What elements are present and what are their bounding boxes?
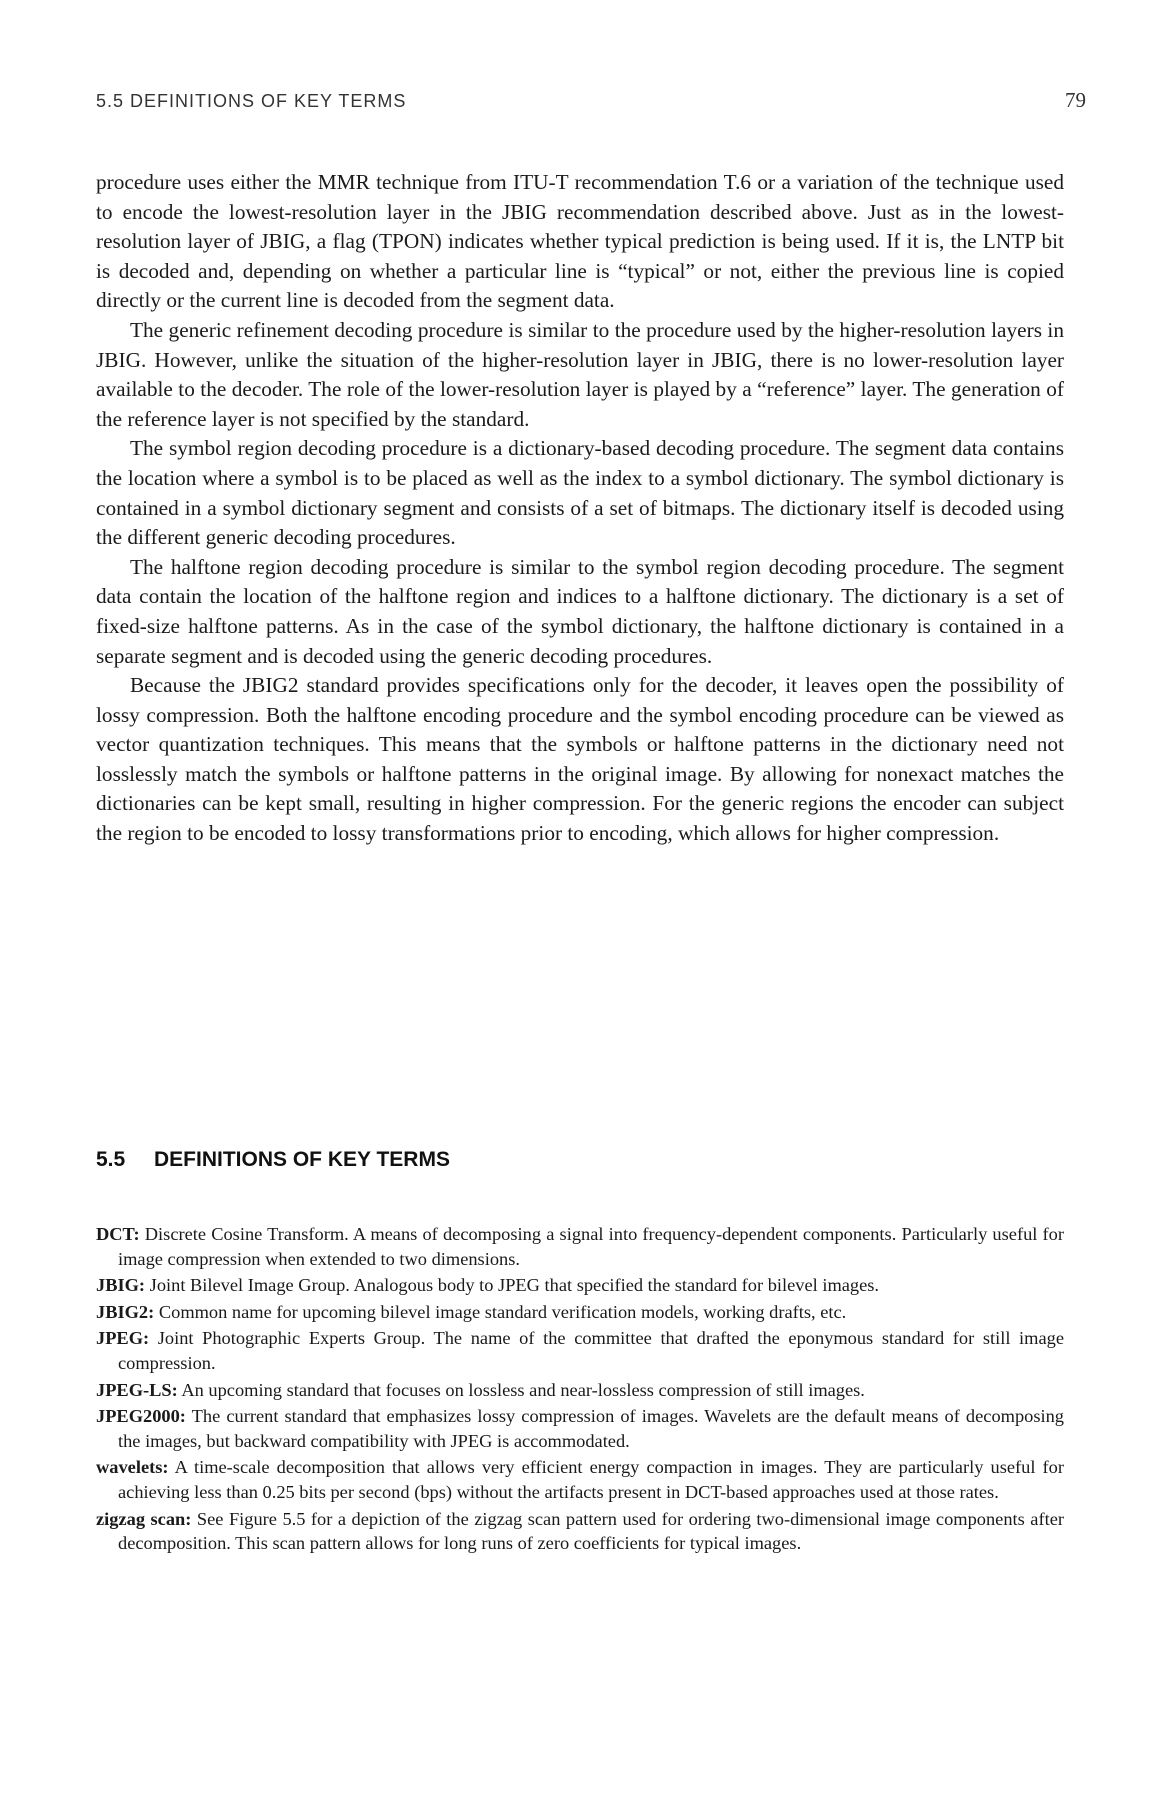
running-header xyxy=(96,88,1086,113)
glossary-definition: Common name for upcoming bilevel image standard verification models, working drafts, etc. xyxy=(158,1301,847,1322)
glossary-definition: An upcoming standard that focuses on lossless and near-lossless compression of still images. xyxy=(181,1379,865,1400)
glossary-term: zigzag scan: xyxy=(96,1508,192,1529)
glossary-definition: The current standard that emphasizes lossy compression of images. Wavelets are the default means of decomposing the images, but backward compatibility with JPEG is accommodated. xyxy=(118,1406,1064,1451)
glossary-entry xyxy=(96,1222,1064,1271)
glossary-entry xyxy=(96,1378,1064,1403)
glossary-entry xyxy=(96,1507,1064,1556)
glossary-entry xyxy=(96,1455,1064,1504)
glossary-entry xyxy=(96,1273,1064,1298)
paragraph-symbol-region: The symbol region decoding procedure is a dictionary-based decoding procedure. The segment data contains the location where a symbol is to be placed as well as the index to a symbol dictionary. The symbol dictionary is contained in a symbol dictionary segment and consists of a set of bitmaps. The dictionary itself is decoded using the different generic decoding procedures. xyxy=(96,436,1064,550)
glossary-entry xyxy=(96,1300,1064,1325)
section-number: 5.5 xyxy=(96,1148,126,1171)
paragraph-procedure: procedure uses either the MMR technique from ITU-T recommendation T.6 or a variation of the technique used to encode the lowest-resolution layer in the JBIG recommendation described above. Just as in the lowest-resolution layer of JBIG, a flag (TPON) indicates whether typical prediction is being used. If it is, the LNTP bit is decoded and, depending on whether a particular line is “typical” or not, either the previous line is copied directly or the current line is decoded from the segment data. xyxy=(96,170,1064,313)
running-title: 5.5 DEFINITIONS OF KEY TERMS xyxy=(96,91,407,111)
glossary-term: JPEG2000: xyxy=(96,1406,186,1427)
glossary-term: JPEG-LS: xyxy=(96,1379,178,1400)
paragraph-halftone-region: The halftone region decoding procedure is similar to the symbol region decoding procedure. The segment data contain the location of the halftone region and indices to a halftone dictionary. The dictionary is a set of fixed-size halftone patterns. As in the case of the symbol dictionary, the halftone dictionary is contained in a separate segment and is decoded using the generic decoding procedures. xyxy=(96,554,1064,668)
body-text xyxy=(96,168,1064,849)
section-heading xyxy=(96,1148,1064,1172)
glossary-term: DCT: xyxy=(96,1224,140,1244)
glossary-term: JBIG2: xyxy=(96,1301,155,1322)
paragraph-generic-refinement: The generic refinement decoding procedure is similar to the procedure used by the higher-resolution layers in JBIG. However, unlike the situation of the higher-resolution layer in JBIG, there is no lower-resolution layer available to the decoder. The role of the lower-resolution layer is played by a “reference” layer. The generation of the reference layer is not specified by the standard. xyxy=(96,317,1064,431)
paragraph-lossy-compression: Because the JBIG2 standard provides specifications only for the decoder, it leaves open the possibility of lossy compression. Both the halftone encoding procedure and the symbol encoding procedure can be viewed as vector quantization techniques. This means that the symbols or halftone patterns in the dictionary need not losslessly match the symbols or halftone patterns in the original image. By allowing for nonexact matches the dictionaries can be kept small, resulting in higher compression. For the generic regions the encoder can subject the region to be encoded to lossy transformations prior to encoding, which allows for higher compression. xyxy=(96,673,1064,846)
glossary-entry xyxy=(96,1404,1064,1453)
page-number: 79 xyxy=(1065,88,1086,112)
glossary-entry xyxy=(96,1326,1064,1375)
section-title: DEFINITIONS OF KEY TERMS xyxy=(154,1148,450,1171)
glossary xyxy=(96,1222,1064,1558)
glossary-definition: Joint Bilevel Image Group. Analogous body to JPEG that specified the standard for bilevel images. xyxy=(149,1275,880,1296)
glossary-term: JBIG: xyxy=(96,1275,146,1296)
glossary-definition: Discrete Cosine Transform. A means of decomposing a signal into frequency-dependent components. Particularly useful for image compression when extended to two dimensions. xyxy=(118,1224,1064,1269)
glossary-term: wavelets: xyxy=(96,1457,169,1478)
glossary-definition: See Figure 5.5 for a depiction of the zigzag scan pattern used for ordering two-dimensional image components after decomposition. This scan pattern allows for long runs of zero coefficients for typical images. xyxy=(118,1508,1064,1554)
glossary-definition: A time-scale decomposition that allows very efficient energy compaction in images. They are particularly useful for achieving less than 0.25 bits per second (bps) without the artifacts present in DCT-based approaches used at those rates. xyxy=(118,1457,1064,1502)
glossary-term: JPEG: xyxy=(96,1328,150,1349)
glossary-definition: Joint Photographic Experts Group. The name of the committee that drafted the eponymous standard for still image compression. xyxy=(118,1328,1064,1373)
